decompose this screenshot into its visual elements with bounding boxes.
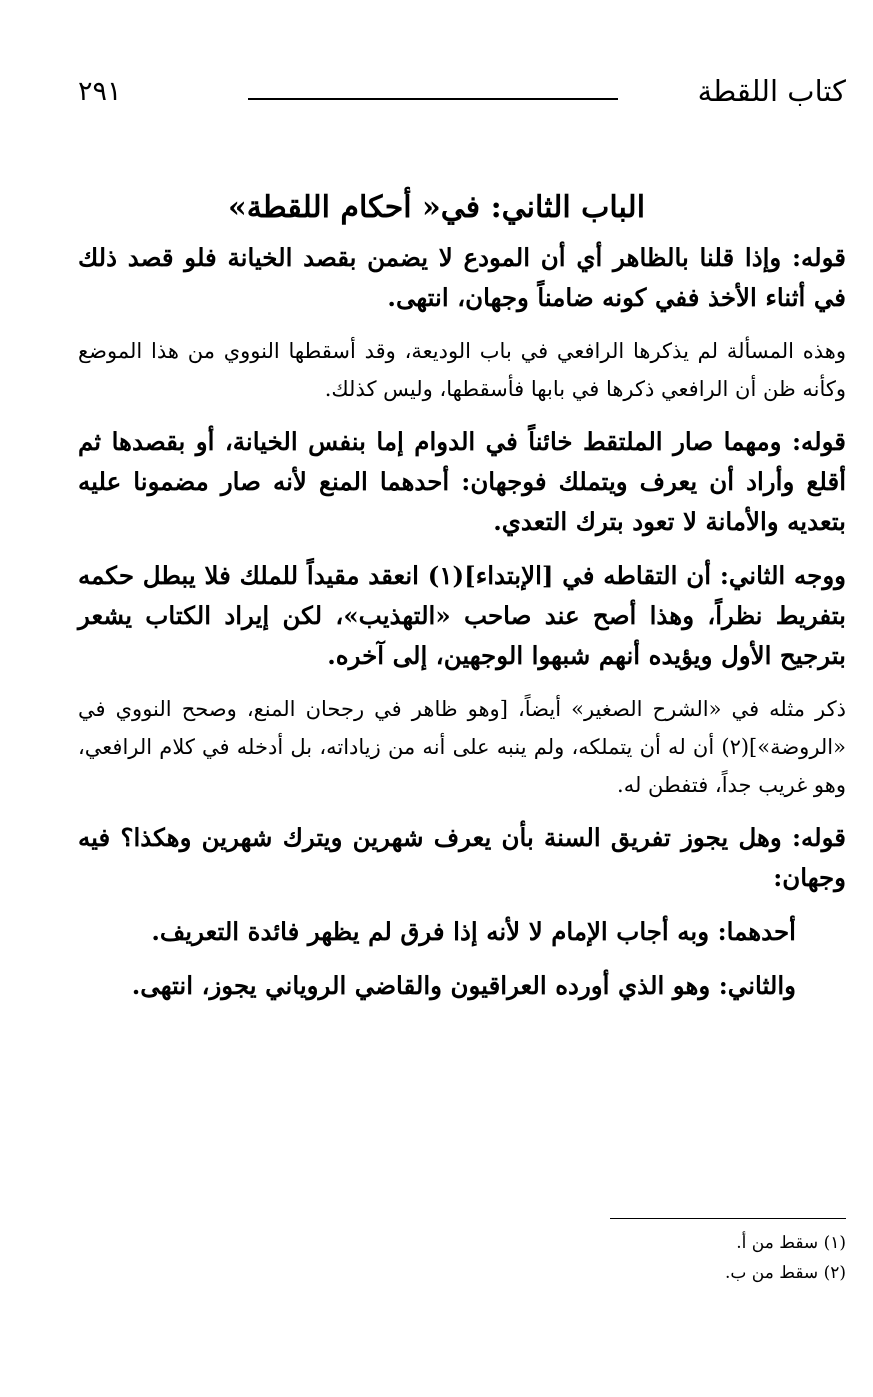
page-number: ٢٩١ xyxy=(78,76,122,107)
paragraph-quote-4: قوله: وهل يجوز تفريق السنة بأن يعرف شهرين ويترك شهرين وهكذا؟ فيه وجهان: xyxy=(78,823,846,892)
paragraph-quote-3: ووجه الثاني: أن التقاطه في [الإبتداء](١) انعقد مقيداً للملك فلا يبطل حكمه بتفريط نظراً، وهذا أصح عند صاحب «التهذيب»، لكن إيراد الكتاب يشعر بترجيح الأول ويؤيده أنهم شبهوا الوجهين، إلى آخره. xyxy=(78,561,846,670)
main-text xyxy=(78,238,846,1006)
chapter-heading: الباب الثاني: في« أحكام اللقطة» xyxy=(227,190,646,225)
footnote-2: (٢) سقط من ب. xyxy=(724,1263,846,1283)
footnotes xyxy=(446,1228,846,1288)
footnote-divider xyxy=(610,1218,846,1219)
paragraph-commentary-1: وهذه المسألة لم يذكرها الرافعي في باب الوديعة، وقد أسقطها النووي من هذا الموضع وكأنه ظن أن الرافعي ذكرها في بابها فأسقطها، وليس كذلك. xyxy=(78,339,846,401)
paragraph-second-view: والثاني: وهو الذي أورده العراقيون والقاضي الروياني يجوز، انتهى. xyxy=(131,971,796,1000)
header-title: كتاب اللقطة xyxy=(697,74,846,108)
header-rule xyxy=(248,98,618,100)
running-header xyxy=(78,70,846,114)
paragraph-first-view: أحدهما: وبه أجاب الإمام لا لأنه إذا فرق لم يظهر فائدة التعريف. xyxy=(151,917,796,946)
paragraph-quote-1: قوله: وإذا قلنا بالظاهر أي أن المودع لا يضمن بقصد الخيانة فلو قصد ذلك في أثناء الأخذ ففي كونه ضامناً وجهان، انتهى. xyxy=(78,243,846,312)
footnote-1: (١) سقط من أ. xyxy=(736,1233,846,1253)
paragraph-commentary-2: ذكر مثله في «الشرح الصغير» أيضاً، [وهو ظاهر في رجحان المنع، وصحح النووي في «الروضة»](٢) أن له أن يتملكه، ولم ينبه على أنه من زياداته، بل أدخله في كلام الرافعي، وهو غريب جداً، فتفطن له. xyxy=(78,697,846,797)
paragraph-quote-2: قوله: ومهما صار الملتقط خائناً في الدوام إما بنفس الخيانة، أو بقصدها ثم أقلع وأراد أن يعرف ويتملك فوجهان: أحدهما المنع لأنه صار مضمونا عليه بتعديه والأمانة لا تعود بترك التعدي. xyxy=(78,427,846,536)
